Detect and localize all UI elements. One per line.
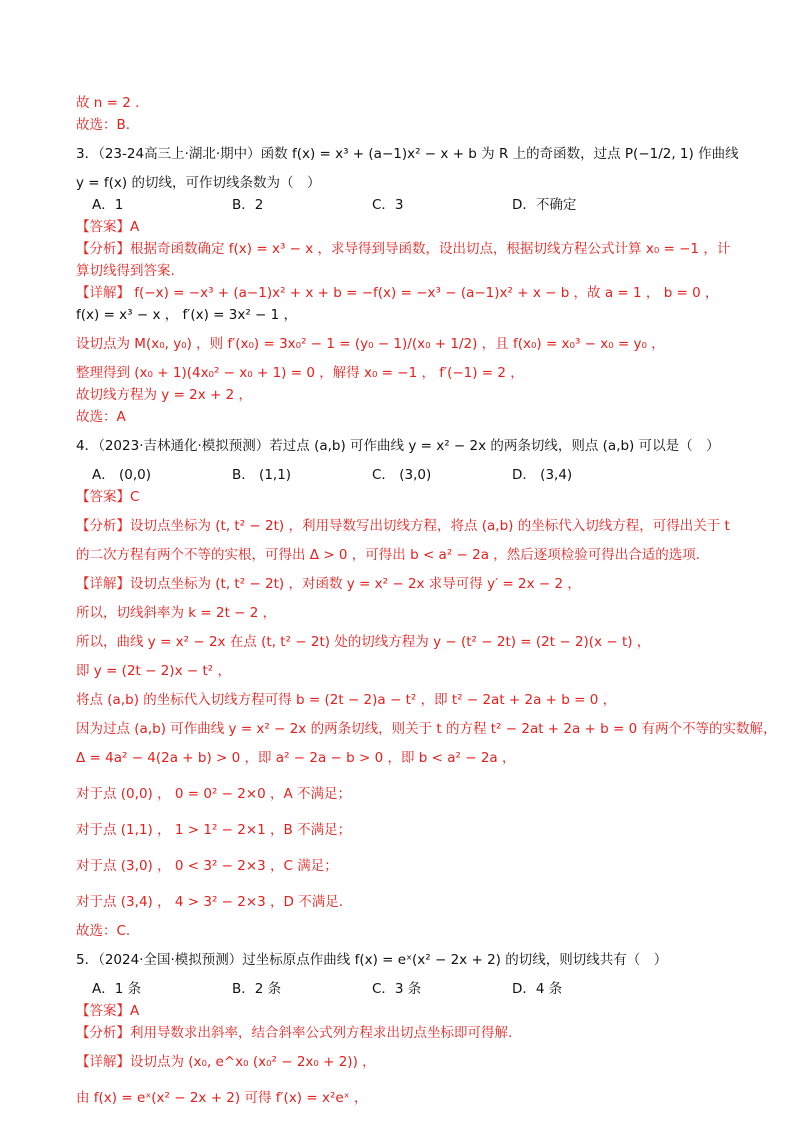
question-3-options (76, 194, 736, 216)
line-choice-b: 故选：B. (76, 117, 131, 133)
q5-option-a: A．1 条 (92, 981, 142, 997)
q4-detail-3: 所以，曲线 y = x² − 2x 在点 (t, t² − 2t) 处的切线方程为 y − (t² − 2t) = (2t − 2)(x − t) ， (76, 634, 651, 650)
q3-option-b: B．2 (232, 197, 264, 213)
q3-answer: 【答案】A (76, 219, 140, 235)
question-3-stem-cont: y = f(x) 的切线，可作切线条数为（ ） (76, 175, 321, 191)
q4-check-b: 对于点 (1,1) ， 1 > 1² − 2×1 ，B 不满足； (76, 822, 352, 838)
q4-choice: 故选：C. (76, 923, 131, 939)
q3-detail-4: 整理得到 (x₀ + 1)(4x₀² − x₀ + 1) = 0 ，解得 x₀ = −1 ， f′(−1) = 2 ， (76, 365, 524, 381)
q4-analysis-cont: 的二次方程有两个不等的实根，可得出 Δ > 0 ，可得出 b < a² − 2a ，然后逐项检验可得出合适的选项. (76, 547, 701, 563)
q3-analysis-cont: 算切线得到答案. (76, 263, 175, 279)
line-solution-conclusion: 故 n = 2 . (76, 95, 140, 111)
q5-detail-1: 【详解】设切点为 (x₀, e^x₀ (x₀² − 2x₀ + 2)) ， (76, 1054, 376, 1070)
q4-check-d: 对于点 (3,4) ， 4 > 3² − 2×3 ，D 不满足. (76, 894, 344, 910)
q4-detail-5: 将点 (a,b) 的坐标代入切线方程可得 b = (2t − 2)a − t² ，即 t² − 2at + 2a + b = 0 ， (76, 692, 617, 708)
question-4-options (76, 464, 736, 486)
q5-option-c: C．3 条 (372, 981, 422, 997)
q4-detail-7: Δ = 4a² − 4(2a + b) > 0 ，即 a² − 2a − b > 0 ，即 b < a² − 2a ， (76, 750, 516, 766)
q4-option-a: A． (0,0) (92, 467, 152, 483)
q5-analysis: 【分析】利用导数求出斜率，结合斜率公式列方程求出切点坐标即可得解. (76, 1025, 513, 1041)
q4-option-d: D． (3,4) (512, 467, 573, 483)
q5-option-d: D．4 条 (512, 981, 563, 997)
q3-detail-2: f(x) = x³ − x ， f′(x) = 3x² − 1 ， (76, 307, 298, 323)
document-page (76, 92, 777, 1116)
q4-check-a: 对于点 (0,0) ， 0 = 0² − 2×0 ，A 不满足； (76, 786, 352, 802)
q5-detail-2: 由 f(x) = eˣ(x² − 2x + 2) 可得 f′(x) = x²eˣ ， (76, 1090, 368, 1106)
q3-choice: 故选：A (76, 409, 126, 425)
question-5-stem: 5．（2024·全国·模拟预测）过坐标原点作曲线 f(x) = eˣ(x² − 2x + 2) 的切线，则切线共有（ ） (76, 952, 668, 968)
q3-detail-3: 设切点为 M(x₀, y₀) ，则 f′(x₀) = 3x₀² − 1 = (y₀ − 1)/(x₀ + 1/2) ，且 f(x₀) = x₀³ − x₀ = y₀ ， (76, 336, 665, 352)
q4-option-c: C． (3,0) (372, 467, 432, 483)
q4-detail-6: 因为过点 (a,b) 可作曲线 y = x² − 2x 的两条切线，则关于 t 的方程 t² − 2at + 2a + b = 0 有两个不等的实数解， (76, 721, 777, 737)
q3-option-c: C．3 (372, 197, 404, 213)
q4-detail-1: 【详解】设切点坐标为 (t, t² − 2t) ，对函数 y = x² − 2x 求导可得 y′ = 2x − 2 ， (76, 576, 581, 592)
q3-option-d: D．不确定 (512, 197, 577, 213)
q4-answer: 【答案】C (76, 489, 140, 505)
question-4-stem: 4．（2023·吉林通化·模拟预测）若过点 (a,b) 可作曲线 y = x² − 2x 的两条切线，则点 (a,b) 可以是（ ） (76, 438, 720, 454)
q5-answer: 【答案】A (76, 1003, 140, 1019)
q4-detail-2: 所以，切线斜率为 k = 2t − 2 ， (76, 605, 277, 621)
q3-analysis: 【分析】根据奇函数确定 f(x) = x³ − x ，求导得到导函数，设出切点，根据切线方程公式计算 x₀ = −1 ，计 (76, 241, 731, 257)
q4-detail-4: 即 y = (2t − 2)x − t² ， (76, 663, 231, 679)
q4-analysis: 【分析】设切点坐标为 (t, t² − 2t) ，利用导数写出切线方程，将点 (a,b) 的坐标代入切线方程，可得出关于 t (76, 518, 730, 534)
q3-option-a: A．1 (92, 197, 124, 213)
q5-option-b: B．2 条 (232, 981, 282, 997)
q4-option-b: B． (1,1) (232, 467, 292, 483)
question-5-options (76, 978, 736, 1000)
question-3-stem: 3．（23-24高三上·湖北·期中）函数 f(x) = x³ + (a−1)x² − x + b 为 R 上的奇函数，过点 P(−1/2, 1) 作曲线 (76, 146, 739, 162)
q3-detail-5: 故切线方程为 y = 2x + 2 ， (76, 387, 253, 403)
q3-detail-1: 【详解】 f(−x) = −x³ + (a−1)x² + x + b = −f(x) = −x³ − (a−1)x² + x − b ，故 a = 1 ， b = 0 ， (76, 285, 719, 301)
q4-check-c: 对于点 (3,0) ， 0 < 3² − 2×3 ，C 满足； (76, 858, 338, 874)
